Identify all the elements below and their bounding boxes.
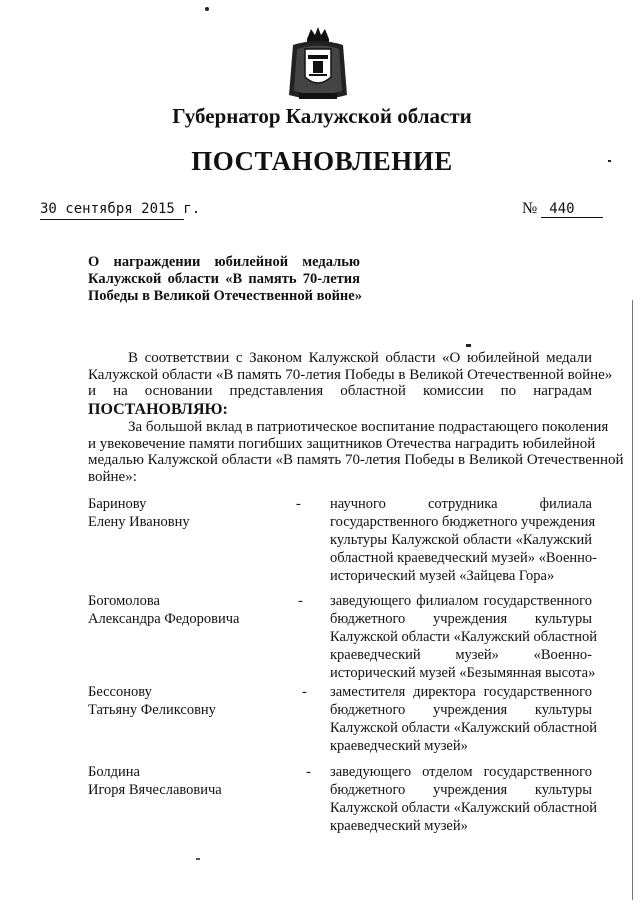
scan-speck — [196, 858, 200, 860]
position-line: бюджетного учреждения культуры — [330, 702, 592, 718]
awardee-name — [88, 495, 288, 531]
decision-line: войне»: — [88, 468, 137, 485]
awardee-position — [330, 592, 598, 682]
preamble-line: и на основании представления областной комиссии по наградам — [88, 383, 592, 399]
subject-line: Победы в Великой Отечественной войне» — [88, 288, 362, 304]
awardee-given-names: Игоря Вячеславовича — [88, 782, 222, 798]
date-underline — [40, 219, 184, 220]
awardee-surname: Богомолова — [88, 593, 160, 609]
decision-line: медалью Калужской области «В память 70-летия Победы в Великой Отечественной — [88, 452, 624, 468]
position-line: заведующего отделом государственного — [330, 764, 592, 780]
decision-line: За большой вклад в патриотическое воспитание подрастающего поколения — [128, 419, 609, 435]
separator-dash: - — [296, 496, 301, 512]
position-line: краеведческий музей» «Военно- — [330, 647, 592, 663]
awardee-position — [330, 683, 598, 755]
position-line: исторический музей «Безымянная высота» — [330, 665, 596, 681]
resolve-heading: ПОСТАНОВЛЯЮ: — [88, 401, 228, 418]
awardee-name — [88, 763, 288, 799]
document-number — [522, 200, 603, 218]
scan-edge-line — [632, 300, 633, 900]
position-line: культуры Калужской области «Калужский — [330, 532, 592, 548]
scan-speck — [205, 7, 209, 11]
position-line: заведующего филиалом государственного — [330, 593, 592, 609]
number-label: № — [522, 200, 538, 217]
position-line: заместителя директора государственного — [330, 684, 592, 700]
scan-speck — [608, 160, 611, 162]
position-line: бюджетного учреждения культуры — [330, 782, 592, 798]
awardee-name — [88, 592, 288, 628]
decision-line: и увековечение памяти погибших защитников Отечества наградить юбилейной — [88, 435, 596, 452]
separator-dash: - — [302, 684, 307, 700]
position-line: научного сотрудника филиала — [330, 496, 592, 512]
awardee-surname: Болдина — [88, 764, 140, 780]
awardee-surname: Бессонову — [88, 684, 152, 700]
subject-line: Калужской области «В память 70-летия — [88, 271, 360, 287]
preamble-line: Калужской области «В память 70-летия Победы в Великой Отечественной войне» — [88, 366, 613, 383]
awardee-given-names: Елену Ивановну — [88, 514, 190, 530]
position-line: краеведческий музей» — [330, 738, 468, 754]
awardee-given-names: Татьяну Феликсовну — [88, 702, 216, 718]
awardee-position — [330, 763, 598, 835]
position-line: областной краеведческий музей» «Военно- — [330, 550, 597, 566]
awardee-name — [88, 683, 288, 719]
position-line: краеведческий музей» — [330, 818, 468, 834]
preamble-line: В соответствии с Законом Калужской области «О юбилейной медали — [128, 350, 592, 366]
awardee-position — [330, 495, 597, 585]
awardee-surname: Баринову — [88, 496, 147, 512]
number-value: 440 — [541, 201, 603, 218]
coat-of-arms-emblem — [285, 25, 351, 103]
subject-line: О награждении юбилейной медалью — [88, 254, 360, 270]
document-subject — [88, 254, 360, 305]
position-line: Калужской области «Калужский областной — [330, 800, 598, 816]
separator-dash: - — [306, 764, 311, 780]
position-line: Калужской области «Калужский областной — [330, 629, 598, 645]
position-line: Калужской области «Калужский областной — [330, 720, 598, 736]
position-line: государственного бюджетного учреждения — [330, 514, 596, 530]
preamble-paragraph — [88, 350, 613, 400]
document-type-title: ПОСТАНОВЛЕНИЕ — [191, 146, 453, 176]
separator-dash: - — [298, 593, 303, 609]
scan-speck — [466, 344, 471, 347]
document-date: 30 сентября 2015 г. — [40, 201, 201, 217]
position-line: бюджетного учреждения культуры — [330, 611, 592, 627]
authority-title: Губернатор Калужской области — [172, 104, 472, 128]
decision-paragraph — [88, 419, 624, 485]
awardee-given-names: Александра Федоровича — [88, 611, 240, 627]
position-line: исторический музей «Зайцева Гора» — [330, 568, 555, 584]
